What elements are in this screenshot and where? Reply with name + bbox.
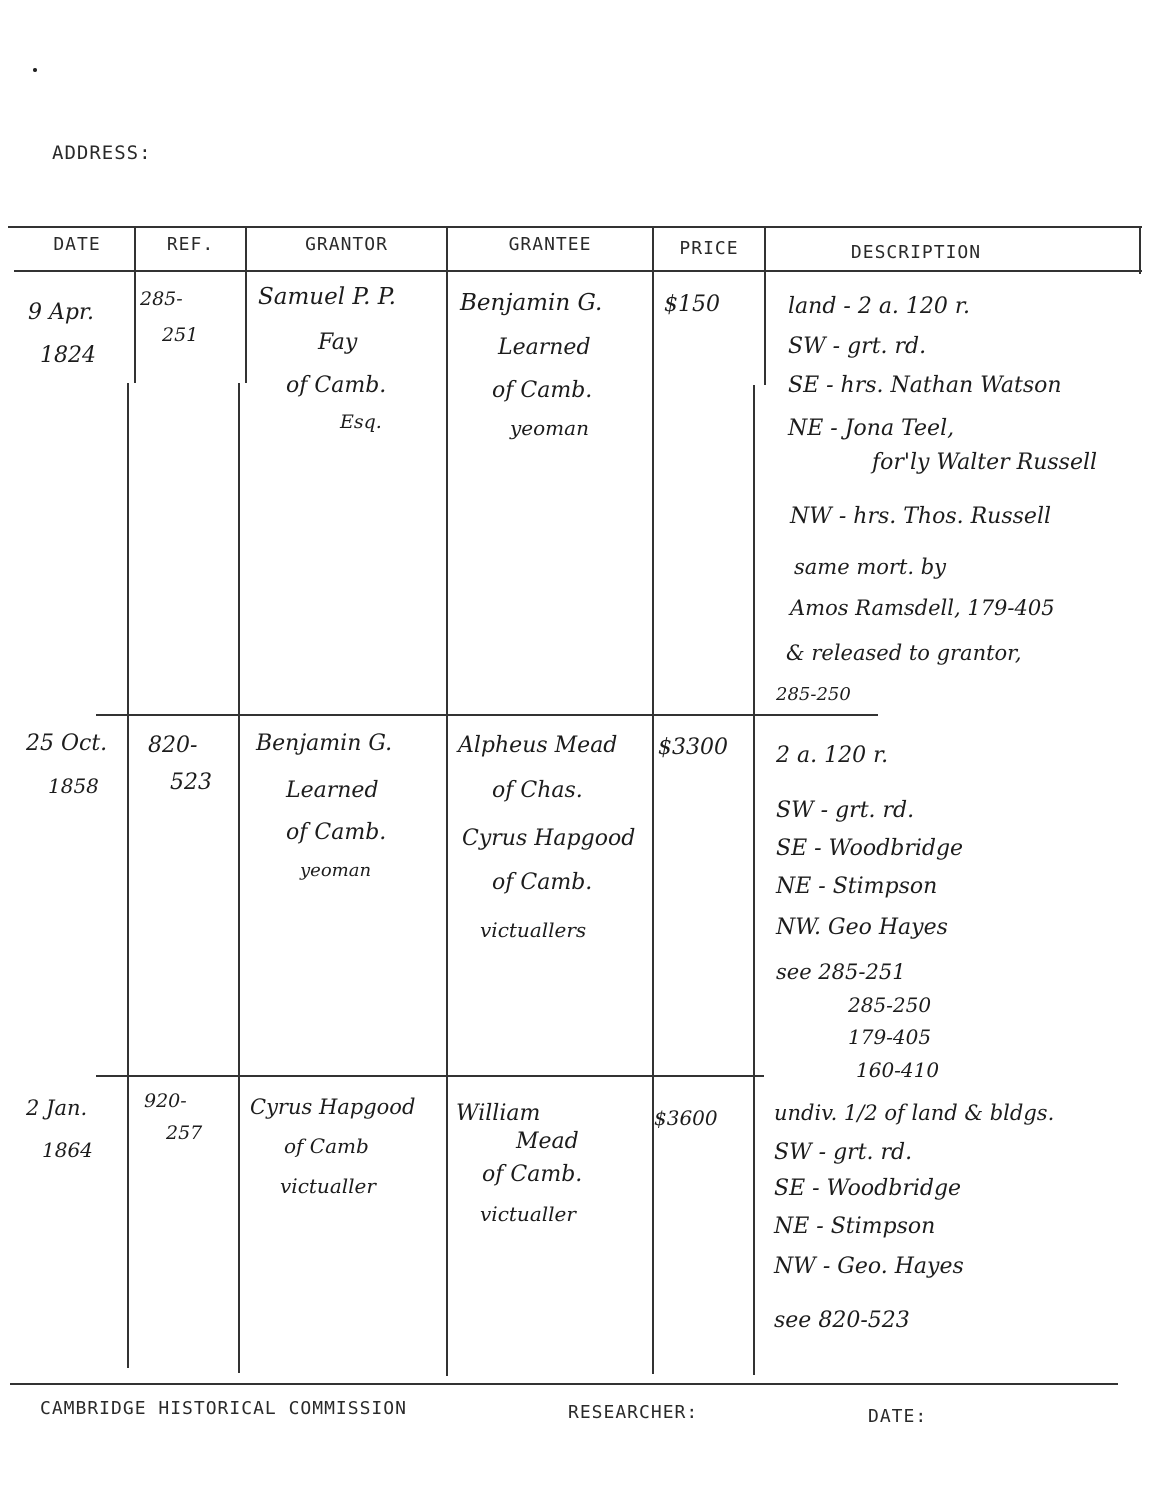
- footer-researcher-label: RESEARCHER:: [568, 1402, 699, 1423]
- entry-2-date-day: 25 Oct.: [26, 731, 108, 756]
- entry-1-grantee-residence: of Camb.: [492, 378, 593, 403]
- entry-2-desc-line-6: see 285-251: [776, 960, 906, 984]
- entry-2-grantor-surname: Learned: [286, 778, 379, 803]
- column-rule-2-lower: [238, 383, 240, 1373]
- row-divider-2: [96, 1075, 764, 1077]
- entry-3-date-day: 2 Jan.: [26, 1096, 88, 1120]
- col-header-description: DESCRIPTION: [850, 242, 982, 263]
- entry-2-grantee-name-1: Alpheus Mead: [458, 733, 618, 758]
- column-rule-6: [1139, 228, 1141, 274]
- entry-3-desc-line-1: undiv. 1/2 of land & bldgs.: [774, 1101, 1055, 1125]
- entry-1-price: $150: [664, 292, 720, 317]
- entry-2-grantor-name: Benjamin G.: [256, 731, 393, 756]
- entry-1-grantor-residence: of Camb.: [286, 373, 387, 398]
- table-top-rule: [8, 226, 1142, 228]
- col-header-price: PRICE: [679, 238, 739, 259]
- col-header-grantor: GRANTOR: [305, 234, 388, 255]
- col-header-ref: REF.: [166, 234, 215, 255]
- row-divider-1: [96, 714, 878, 716]
- entry-3-date-year: 1864: [42, 1138, 93, 1162]
- entry-1-ref-book: 285-: [140, 288, 183, 310]
- entry-2-desc-line-8: 179-405: [848, 1025, 932, 1049]
- entry-1-ref-page: 251: [162, 324, 199, 346]
- entry-3-ref-book: 920-: [144, 1090, 187, 1112]
- entry-1-desc-line-4: NE - Jona Teel,: [788, 416, 955, 441]
- table-bottom-rule: [10, 1383, 1118, 1385]
- col-header-grantee: GRANTEE: [508, 234, 592, 255]
- entry-2-ref-book: 820-: [148, 733, 198, 758]
- entry-1-grantor-title: Esq.: [340, 411, 382, 433]
- column-rule-3: [446, 228, 448, 1376]
- address-label: ADDRESS:: [52, 142, 152, 164]
- entry-2-desc-line-3: SE - Woodbridge: [776, 836, 964, 861]
- entry-3-grantee-name: William: [456, 1101, 541, 1126]
- entry-3-grantor-occupation: victualler: [280, 1174, 376, 1198]
- entry-1-desc-line-3: SE - hrs. Nathan Watson: [788, 373, 1062, 398]
- entry-1-grantor-surname: Fay: [318, 330, 358, 355]
- entry-3-desc-line-3: SE - Woodbridge: [774, 1176, 962, 1201]
- entry-2-date-year: 1858: [48, 774, 99, 798]
- entry-1-desc-line-8: Amos Ramsdell, 179-405: [790, 596, 1055, 620]
- entry-2-grantor-residence: of Camb.: [286, 820, 387, 845]
- entry-3-desc-line-5: NW - Geo. Hayes: [774, 1254, 964, 1279]
- entry-1-grantee-surname: Learned: [498, 335, 591, 360]
- entry-3-grantee-surname: Mead: [516, 1129, 579, 1154]
- entry-1-desc-line-6: NW - hrs. Thos. Russell: [790, 504, 1052, 529]
- entry-1-grantee-occupation: yeoman: [510, 416, 589, 440]
- entry-2-desc-line-7: 285-250: [848, 993, 932, 1017]
- entry-3-desc-line-4: NE - Stimpson: [774, 1214, 936, 1239]
- entry-3-price: $3600: [654, 1106, 718, 1130]
- entry-3-ref-page: 257: [166, 1122, 203, 1144]
- ink-speck: [33, 68, 37, 72]
- footer-commission: CAMBRIDGE HISTORICAL COMMISSION: [40, 1398, 407, 1419]
- entry-2-ref-page: 523: [170, 770, 212, 795]
- entry-1-desc-line-5: for'ly Walter Russell: [872, 450, 1098, 475]
- column-rule-5-lower: [753, 385, 755, 1375]
- entry-2-desc-line-2: SW - grt. rd.: [776, 798, 915, 823]
- entry-1-date-year: 1824: [40, 343, 96, 368]
- entry-3-grantor-name: Cyrus Hapgood: [250, 1095, 416, 1119]
- entry-2-price: $3300: [658, 735, 728, 760]
- entry-3-desc-line-2: SW - grt. rd.: [774, 1140, 913, 1165]
- entry-2-grantee-occupation: victuallers: [480, 918, 587, 942]
- table-header-rule: [14, 270, 1142, 272]
- entry-2-desc-line-5: NW. Geo Hayes: [776, 915, 948, 940]
- entry-1-date-day: 9 Apr.: [28, 300, 95, 325]
- col-header-date: DATE: [53, 234, 101, 255]
- entry-2-grantor-occupation: yeoman: [300, 860, 372, 881]
- entry-3-grantee-occupation: victualler: [480, 1202, 576, 1226]
- entry-2-grantee-residence-1: of Chas.: [492, 778, 583, 803]
- entry-2-grantee-residence-2: of Camb.: [492, 870, 593, 895]
- entry-2-desc-line-9: 160-410: [856, 1058, 940, 1082]
- entry-2-grantee-name-2: Cyrus Hapgood: [462, 826, 636, 851]
- entry-1-desc-line-9: & released to grantor,: [786, 641, 1022, 665]
- entry-1-desc-line-7: same mort. by: [794, 555, 947, 579]
- entry-1-desc-line-10: 285-250: [776, 684, 851, 705]
- column-rule-4: [652, 228, 654, 1374]
- entry-1-desc-line-2: SW - grt. rd.: [788, 334, 927, 359]
- entry-3-desc-line-6: see 820-523: [774, 1308, 910, 1333]
- entry-3-grantor-residence: of Camb: [284, 1134, 369, 1158]
- footer-date-label: DATE:: [868, 1406, 928, 1427]
- column-rule-1-lower: [127, 383, 129, 1368]
- entry-3-grantee-residence: of Camb.: [482, 1162, 583, 1187]
- entry-1-grantor-name: Samuel P. P.: [258, 284, 396, 310]
- entry-2-desc-line-4: NE - Stimpson: [776, 874, 938, 899]
- entry-1-grantee-name: Benjamin G.: [460, 290, 603, 316]
- entry-1-desc-line-1: land - 2 a. 120 r.: [788, 294, 970, 319]
- entry-2-desc-line-1: 2 a. 120 r.: [776, 743, 889, 768]
